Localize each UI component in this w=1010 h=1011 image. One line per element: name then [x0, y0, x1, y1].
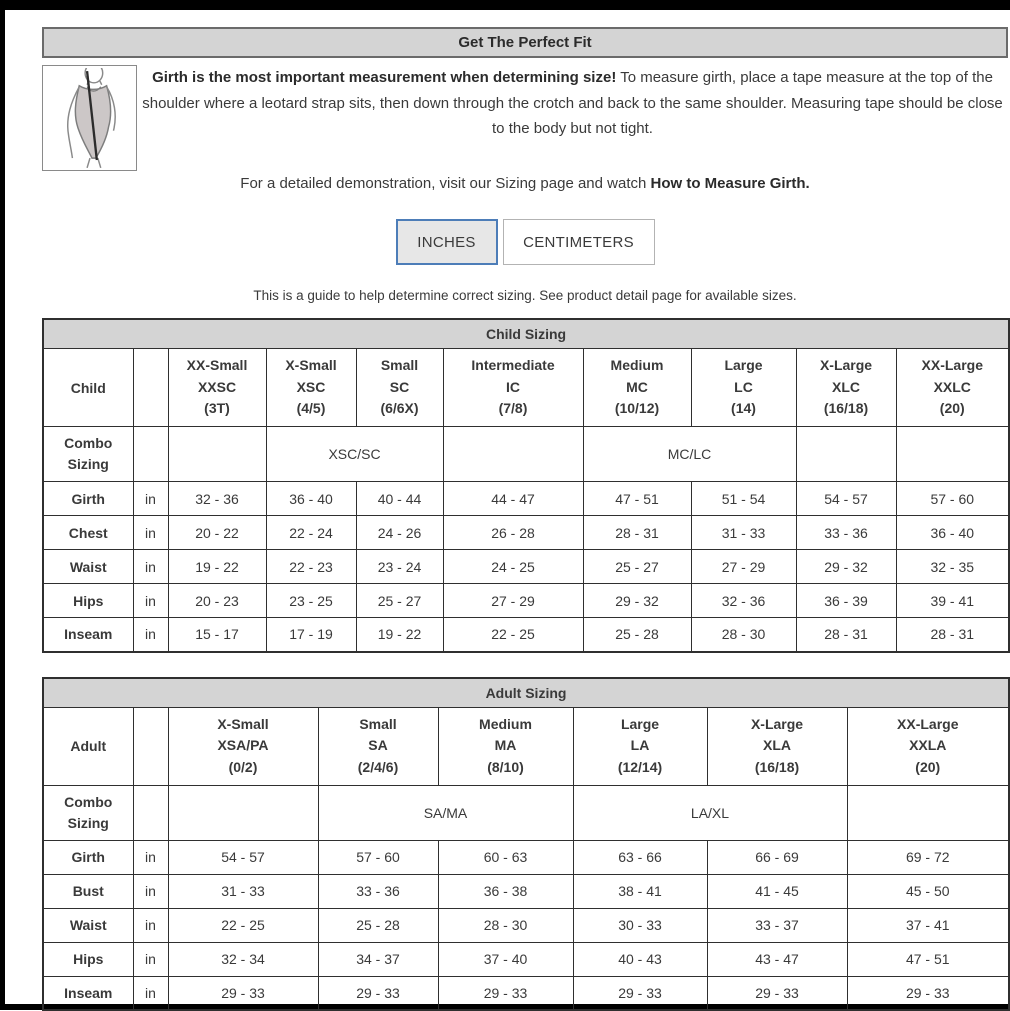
child-sizing-value-cell: 20 - 23 [168, 584, 266, 618]
child-sizing-combo-cell: XSC/SC [266, 427, 443, 482]
child-sizing-column-header: Intermediate IC (7/8) [443, 349, 583, 427]
child-sizing-row-label: Chest [43, 516, 133, 550]
child-sizing-value-cell: 26 - 28 [443, 516, 583, 550]
child-sizing-value-cell: 54 - 57 [796, 482, 896, 516]
adult-sizing-value-cell: 33 - 36 [318, 874, 438, 908]
child-sizing-value-cell: 57 - 60 [896, 482, 1009, 516]
child-sizing-value-cell: 17 - 19 [266, 618, 356, 652]
child-sizing-row-chest [43, 516, 1009, 550]
adult-sizing-combo-label: Combo Sizing [43, 785, 133, 840]
adult-sizing-value-cell: 29 - 33 [318, 976, 438, 1010]
adult-sizing-unit-cell: in [133, 908, 168, 942]
child-sizing-unit-cell: in [133, 516, 168, 550]
child-sizing-value-cell: 22 - 25 [443, 618, 583, 652]
adult-sizing-value-cell: 60 - 63 [438, 840, 573, 874]
child-sizing-value-cell: 20 - 22 [168, 516, 266, 550]
child-sizing-title: Child Sizing [43, 319, 1009, 349]
child-sizing-value-cell: 23 - 24 [356, 550, 443, 584]
child-sizing-column-header: Small SC (6/6X) [356, 349, 443, 427]
adult-sizing-value-cell: 37 - 41 [847, 908, 1009, 942]
intro-text [137, 65, 1008, 142]
page-content [5, 10, 1010, 1011]
child-sizing-row-label: Inseam [43, 618, 133, 652]
adult-sizing-combo-cell [168, 785, 318, 840]
adult-sizing-column-header: Large LA (12/14) [573, 707, 707, 785]
child-sizing-row-label: Hips [43, 584, 133, 618]
adult-sizing-value-cell: 29 - 33 [847, 976, 1009, 1010]
demo-text [42, 175, 1008, 192]
adult-sizing-row-label: Hips [43, 942, 133, 976]
adult-sizing-unit-cell: in [133, 942, 168, 976]
adult-sizing-value-cell: 29 - 33 [573, 976, 707, 1010]
child-sizing-value-cell: 51 - 54 [691, 482, 796, 516]
child-sizing-value-cell: 32 - 36 [691, 584, 796, 618]
intro-body-text: To measure girth, place a tape measure at the top of the shoulder where a leotard strap sits, then down through the crotch and back to the same shoulder. Measuring tape should be close to the body but not tight. [142, 69, 1003, 137]
child-sizing-value-cell: 23 - 25 [266, 584, 356, 618]
adult-sizing-column-header: Medium MA (8/10) [438, 707, 573, 785]
child-sizing-row-label: Waist [43, 550, 133, 584]
child-sizing-value-cell: 15 - 17 [168, 618, 266, 652]
child-sizing-value-cell: 32 - 35 [896, 550, 1009, 584]
adult-sizing-value-cell: 29 - 33 [707, 976, 847, 1010]
adult-sizing-value-cell: 30 - 33 [573, 908, 707, 942]
child-sizing-value-cell: 29 - 32 [583, 584, 691, 618]
adult-sizing-value-cell: 29 - 33 [168, 976, 318, 1010]
adult-sizing-row-bust [43, 874, 1009, 908]
adult-sizing-value-cell: 43 - 47 [707, 942, 847, 976]
child-sizing-value-cell: 36 - 39 [796, 584, 896, 618]
adult-sizing-combo-cell [847, 785, 1009, 840]
child-sizing-value-cell: 24 - 26 [356, 516, 443, 550]
adult-sizing-value-cell: 37 - 40 [438, 942, 573, 976]
child-sizing-row-hips [43, 584, 1009, 618]
child-sizing-table [42, 318, 1010, 653]
child-sizing-value-cell: 44 - 47 [443, 482, 583, 516]
child-sizing-row-waist [43, 550, 1009, 584]
adult-sizing-combo-cell: SA/MA [318, 785, 573, 840]
adult-sizing-row-label: Girth [43, 840, 133, 874]
child-sizing-value-cell: 19 - 22 [356, 618, 443, 652]
adult-sizing-row-label: Bust [43, 874, 133, 908]
adult-sizing-column-header: XX-Large XXLA (20) [847, 707, 1009, 785]
adult-sizing-value-cell: 38 - 41 [573, 874, 707, 908]
child-sizing-unit-header [133, 349, 168, 427]
demo-bold: How to Measure Girth. [650, 175, 810, 192]
child-sizing-combo-label: Combo Sizing [43, 427, 133, 482]
intro-section [42, 65, 1008, 171]
adult-sizing-value-cell: 29 - 33 [438, 976, 573, 1010]
child-sizing-value-cell: 28 - 31 [896, 618, 1009, 652]
child-sizing-row-label: Girth [43, 482, 133, 516]
child-sizing-value-cell: 22 - 24 [266, 516, 356, 550]
child-sizing-value-cell: 36 - 40 [896, 516, 1009, 550]
child-sizing-column-header: XX-Small XXSC (3T) [168, 349, 266, 427]
adult-sizing-row-hips [43, 942, 1009, 976]
adult-sizing-value-cell: 63 - 66 [573, 840, 707, 874]
adult-sizing-value-cell: 57 - 60 [318, 840, 438, 874]
adult-sizing-value-cell: 66 - 69 [707, 840, 847, 874]
inches-button[interactable]: INCHES [396, 219, 498, 265]
adult-sizing-value-cell: 47 - 51 [847, 942, 1009, 976]
adult-sizing-value-cell: 40 - 43 [573, 942, 707, 976]
child-sizing-column-header: Medium MC (10/12) [583, 349, 691, 427]
adult-sizing-row-waist [43, 908, 1009, 942]
adult-sizing-unit-cell: in [133, 874, 168, 908]
child-sizing-unit-cell: in [133, 618, 168, 652]
guide-note: This is a guide to help determine correct sizing. See product detail page for available sizes. [253, 288, 797, 303]
child-sizing-row-inseam [43, 618, 1009, 652]
child-sizing-value-cell: 47 - 51 [583, 482, 691, 516]
child-sizing-row-girth [43, 482, 1009, 516]
adult-sizing-value-cell: 22 - 25 [168, 908, 318, 942]
child-sizing-value-cell: 25 - 28 [583, 618, 691, 652]
child-sizing-value-cell: 25 - 27 [356, 584, 443, 618]
page-title: Get The Perfect Fit [42, 27, 1008, 58]
adult-sizing-value-cell: 36 - 38 [438, 874, 573, 908]
demo-prefix: For a detailed demonstration, visit our Sizing page and watch [240, 175, 651, 192]
adult-sizing-unit-cell: in [133, 840, 168, 874]
child-sizing-value-cell: 40 - 44 [356, 482, 443, 516]
adult-sizing-value-cell: 33 - 37 [707, 908, 847, 942]
adult-sizing-value-cell: 31 - 33 [168, 874, 318, 908]
adult-sizing-value-cell: 32 - 34 [168, 942, 318, 976]
leotard-measurement-diagram-icon [42, 65, 137, 171]
adult-sizing-row-label: Waist [43, 908, 133, 942]
child-sizing-column-header: X-Small XSC (4/5) [266, 349, 356, 427]
child-sizing-value-cell: 28 - 30 [691, 618, 796, 652]
adult-sizing-row-inseam [43, 976, 1009, 1010]
child-sizing-unit-cell: in [133, 550, 168, 584]
child-sizing-unit-cell: in [133, 482, 168, 516]
child-sizing-combo-cell [443, 427, 583, 482]
adult-sizing-column-header: X-Large XLA (16/18) [707, 707, 847, 785]
child-sizing-value-cell: 39 - 41 [896, 584, 1009, 618]
adult-sizing-value-cell: 54 - 57 [168, 840, 318, 874]
child-sizing-value-cell: 28 - 31 [583, 516, 691, 550]
adult-sizing-row-label: Inseam [43, 976, 133, 1010]
child-sizing-combo-cell [896, 427, 1009, 482]
child-sizing-value-cell: 36 - 40 [266, 482, 356, 516]
adult-sizing-unit-header [133, 707, 168, 785]
child-sizing-column-header: Large LC (14) [691, 349, 796, 427]
child-sizing-value-cell: 19 - 22 [168, 550, 266, 584]
child-sizing-combo-cell [168, 427, 266, 482]
adult-sizing-value-cell: 28 - 30 [438, 908, 573, 942]
child-sizing-column-header: X-Large XLC (16/18) [796, 349, 896, 427]
child-sizing-combo-cell: MC/LC [583, 427, 796, 482]
adult-sizing-value-cell: 41 - 45 [707, 874, 847, 908]
child-sizing-value-cell: 33 - 36 [796, 516, 896, 550]
centimeters-button[interactable]: CENTIMETERS [503, 219, 655, 265]
adult-sizing-unit-cell: in [133, 976, 168, 1010]
child-sizing-combo-unit-cell [133, 427, 168, 482]
child-sizing-combo-cell [796, 427, 896, 482]
child-sizing-value-cell: 27 - 29 [691, 550, 796, 584]
intro-bold-text: Girth is the most important measurement when determining size! [152, 69, 617, 86]
adult-sizing-value-cell: 45 - 50 [847, 874, 1009, 908]
adult-sizing-combo-unit-cell [133, 785, 168, 840]
adult-sizing-value-cell: 25 - 28 [318, 908, 438, 942]
child-sizing-value-cell: 27 - 29 [443, 584, 583, 618]
child-sizing-corner-label: Child [43, 349, 133, 427]
child-sizing-unit-cell: in [133, 584, 168, 618]
adult-sizing-row-girth [43, 840, 1009, 874]
child-sizing-value-cell: 22 - 23 [266, 550, 356, 584]
adult-sizing-combo-cell: LA/XL [573, 785, 847, 840]
child-sizing-value-cell: 24 - 25 [443, 550, 583, 584]
child-sizing-column-header: XX-Large XXLC (20) [896, 349, 1009, 427]
child-sizing-value-cell: 29 - 32 [796, 550, 896, 584]
adult-sizing-column-header: Small SA (2/4/6) [318, 707, 438, 785]
adult-sizing-table [42, 677, 1010, 1011]
adult-sizing-value-cell: 69 - 72 [847, 840, 1009, 874]
adult-sizing-title: Adult Sizing [43, 678, 1009, 708]
unit-toggle [42, 219, 1008, 265]
child-sizing-value-cell: 25 - 27 [583, 550, 691, 584]
child-sizing-value-cell: 28 - 31 [796, 618, 896, 652]
adult-sizing-column-header: X-Small XSA/PA (0/2) [168, 707, 318, 785]
adult-sizing-value-cell: 34 - 37 [318, 942, 438, 976]
adult-sizing-corner-label: Adult [43, 707, 133, 785]
child-sizing-value-cell: 31 - 33 [691, 516, 796, 550]
child-sizing-value-cell: 32 - 36 [168, 482, 266, 516]
